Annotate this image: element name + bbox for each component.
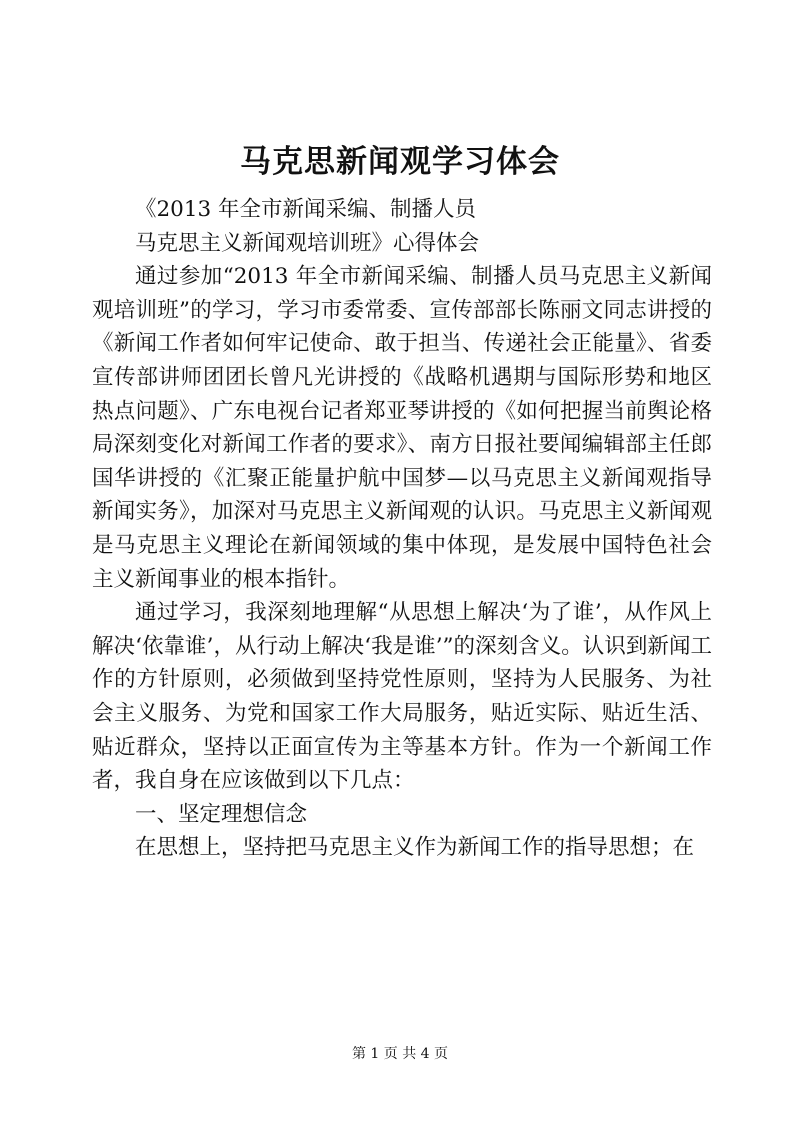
paragraph-1: 通过参加“2013 年全市新闻采编、制播人员马克思主义新闻观培训班”的学习，学习市委常委、宣传部部长陈丽文同志讲授的《新闻工作者如何牢记使命、敢于担当、传递社会正能量》、省委宣传部讲师团团长曾凡光讲授的《战略机遇期与国际形势和地区热点问题》、广东电视台记者郑亚琴讲授的《如何把握当前舆论格局深刻变化对新闻工作者的要求》、南方日报社要闻编辑部主任郎国华讲授的《汇聚正能量护航中国梦—以马克思主义新闻观指导新闻实务》，加深对马克思主义新闻观的认识。马克思主义新闻观是马克思主义理论在新闻领域的集中体现，是发展中国特色社会主义新闻事业的根本指针。 (92, 264, 712, 592)
subtitle-line-1: 《2013 年全市新闻采编、制播人员 (135, 197, 477, 222)
paragraph-3: 在思想上，坚持把马克思主义作为新闻工作的指导思想；在 (135, 835, 695, 861)
page-footer: 第 1 页 共 4 页 (351, 1046, 449, 1062)
section-heading-1: 一、坚定理想信念 (135, 801, 308, 827)
document-title: 马克思新闻观学习体会 (240, 144, 560, 180)
subtitle-line-2: 马克思主义新闻观培训班》心得体会 (135, 230, 480, 256)
document-body (92, 193, 712, 865)
paragraph-2: 通过学习，我深刻地理解“从思想上解决‘为了谁’，从作风上解决‘依靠谁’，从行动上解决‘我是谁’”的深刻含义。认识到新闻工作的方针原则，必须做到坚持党性原则，坚持为人民服务、为社会主义服务、为党和国家工作大局服务，贴近实际、贴近生活、贴近群众，坚持以正面宣传为主等基本方针。作为一个新闻工作者，我自身在应该做到以下几点： (92, 600, 712, 794)
